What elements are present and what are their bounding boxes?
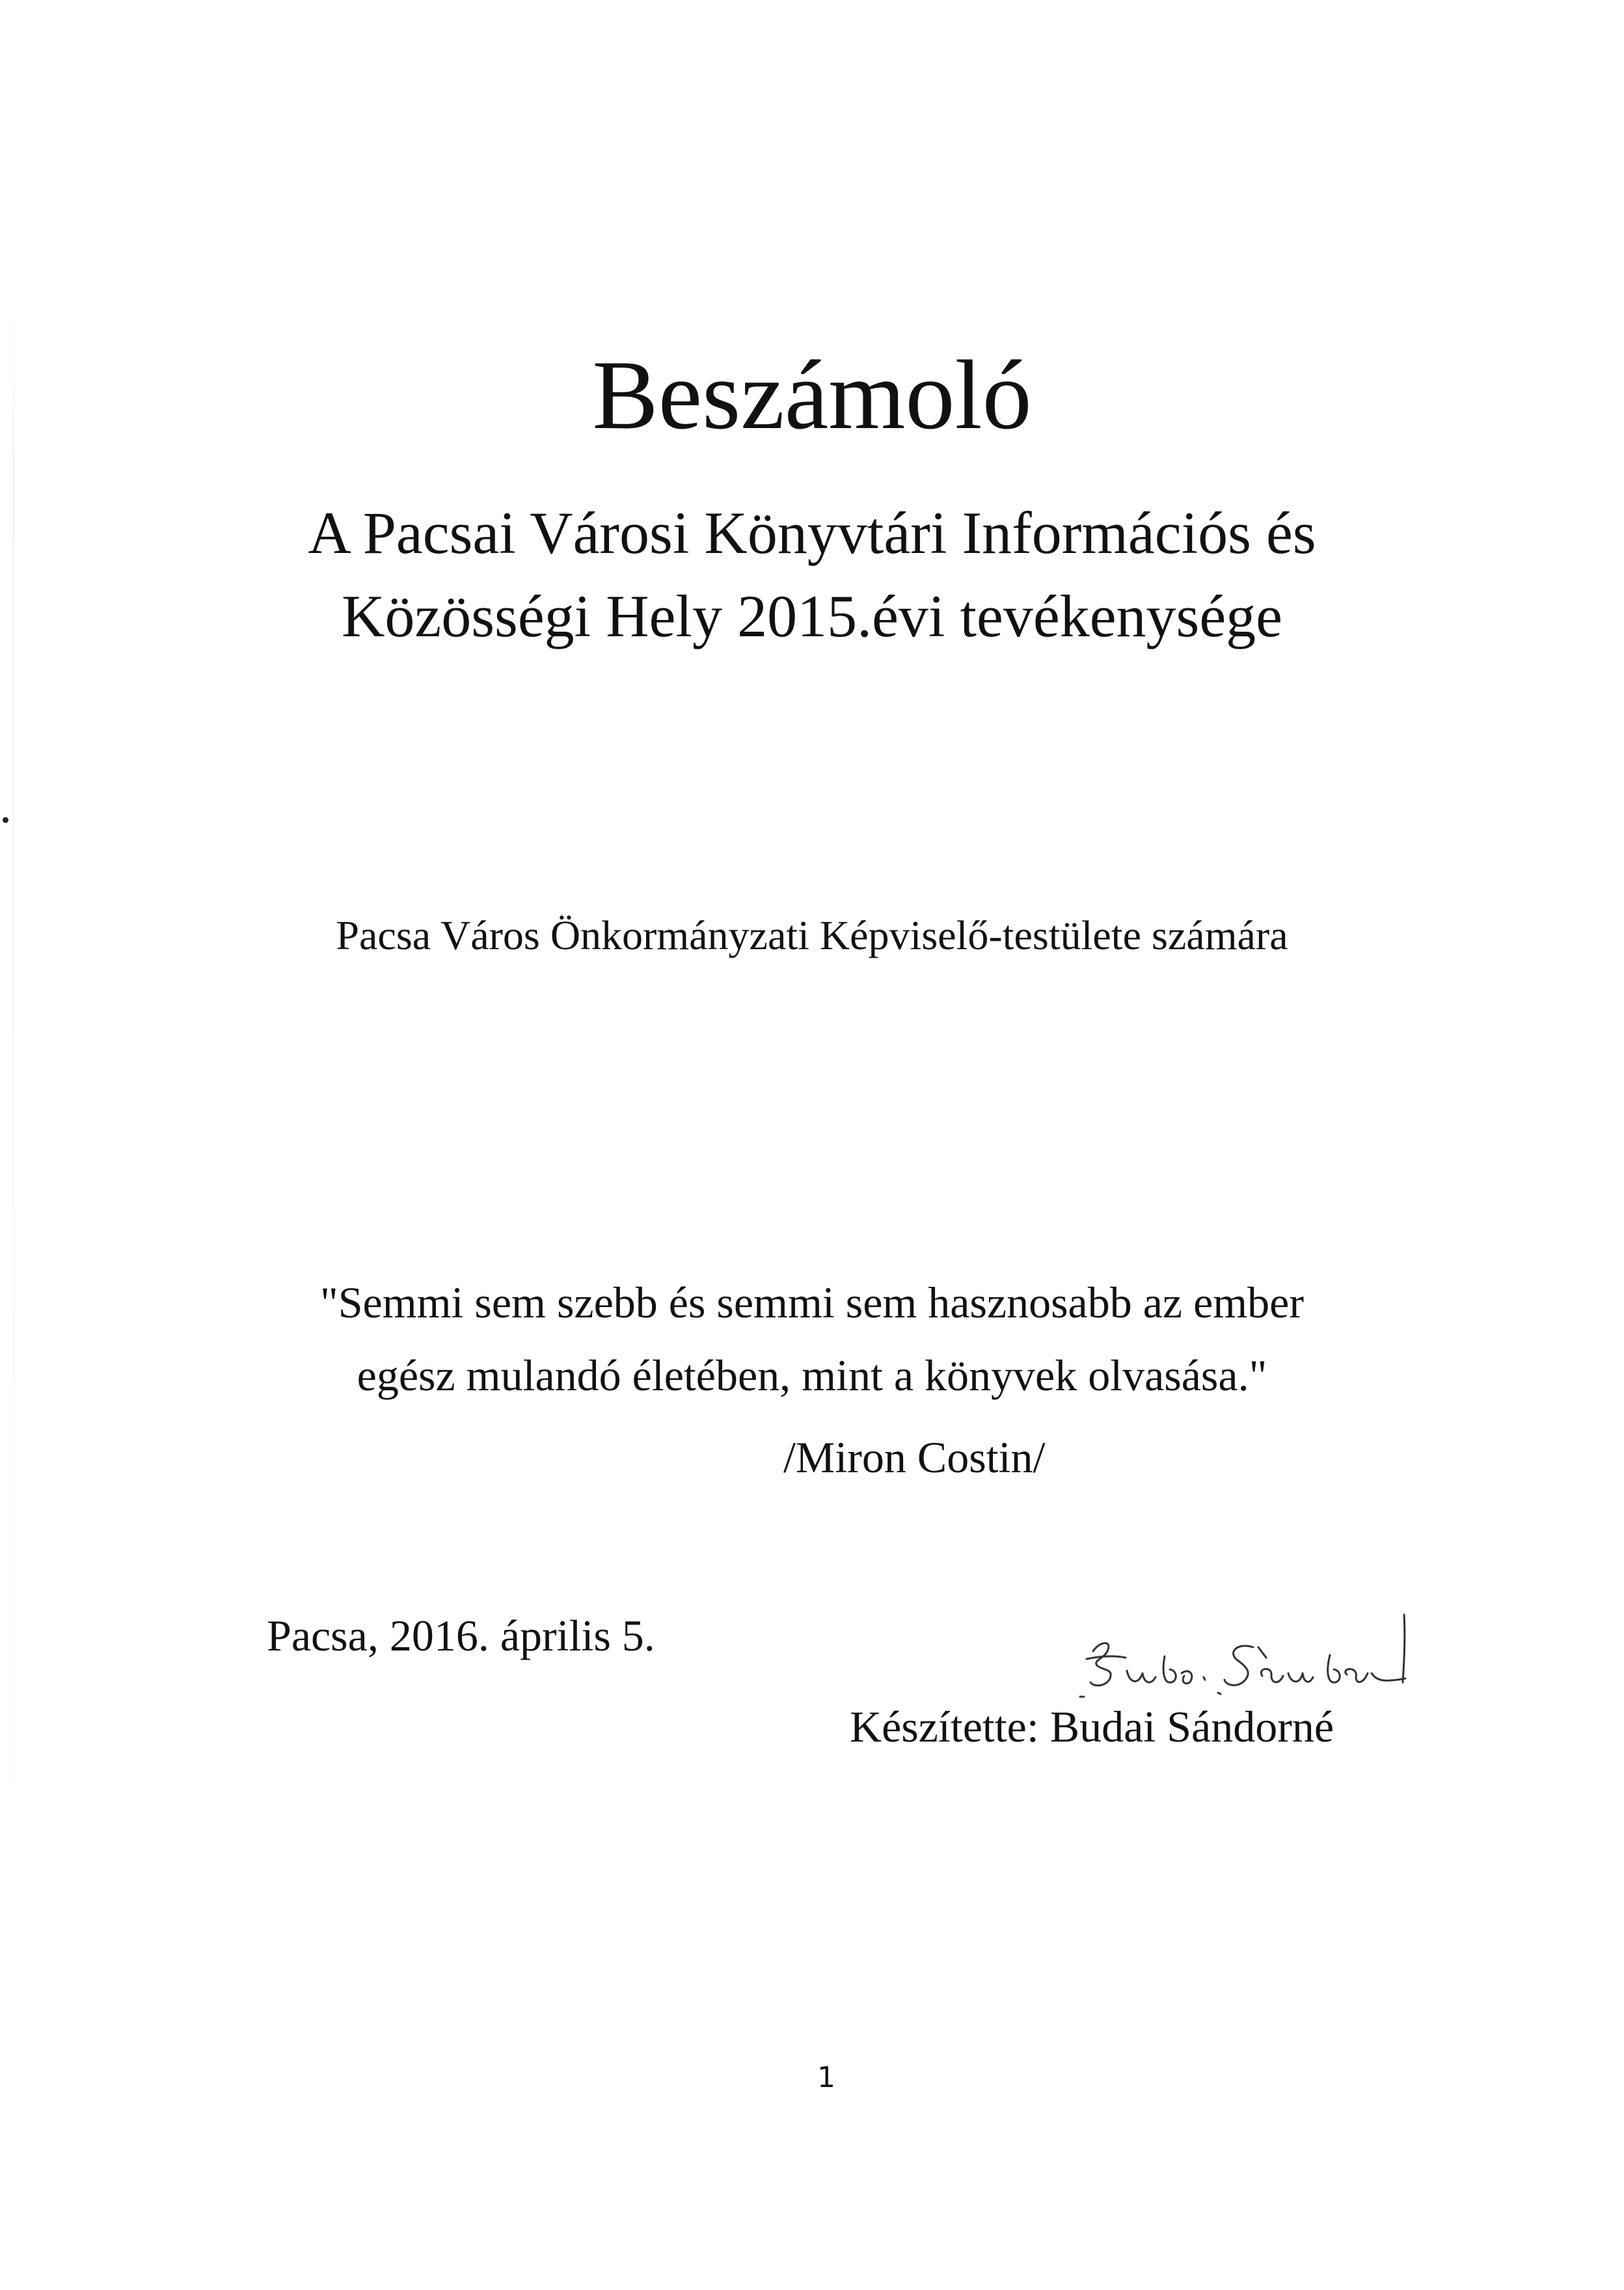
document-subtitle xyxy=(0,491,1624,658)
quote-line-2: egész mulandó életében, mint a könyvek olvasása." xyxy=(357,1351,1267,1400)
subtitle-line-1: A Pacsai Városi Könyvtári Információs és xyxy=(308,500,1316,566)
handwritten-signature xyxy=(1067,1606,1418,1703)
prepared-by: Készítette: Budai Sándorné xyxy=(850,1702,1334,1751)
scan-dot-artifact xyxy=(3,817,8,823)
document-title: Beszámoló xyxy=(592,340,1032,450)
quote-author: /Miron Costin/ xyxy=(783,1433,1046,1482)
quote-line-1: "Semmi sem szebb és semmi sem hasznosabb az ember xyxy=(319,1278,1305,1327)
subtitle-line-2: Közösségi Hely 2015.évi tevékenysége xyxy=(341,583,1283,649)
page-number: 1 xyxy=(817,2061,835,2094)
place-date: Pacsa, 2016. április 5. xyxy=(267,1611,655,1660)
quote xyxy=(0,1266,1624,1412)
recipient-line: Pacsa Város Önkormányzati Képviselő-testülete számára xyxy=(336,912,1288,958)
